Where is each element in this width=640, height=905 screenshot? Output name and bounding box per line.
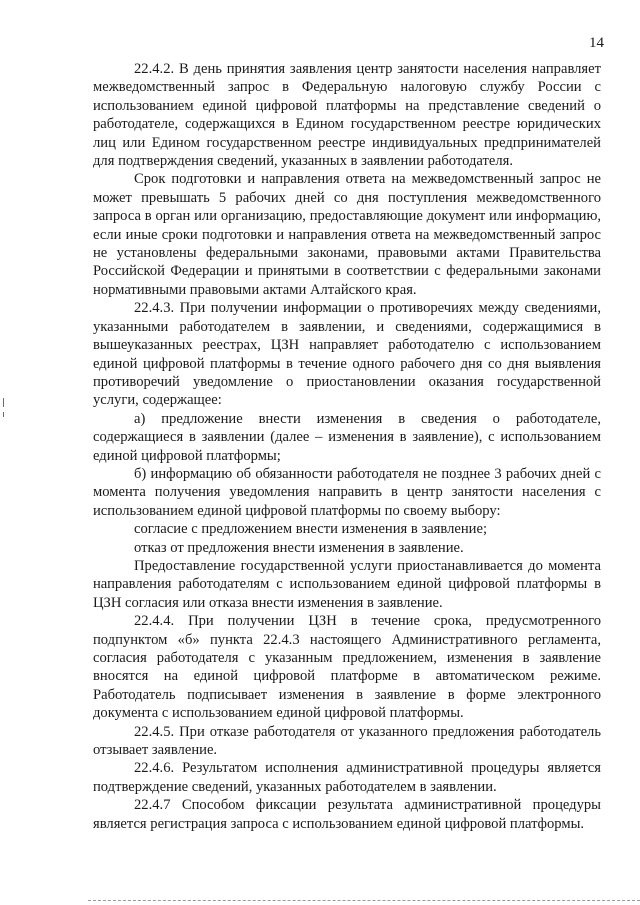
paragraph-22-4-2: 22.4.2. В день принятия заявления центр занятости населения направляет межведомственный запрос в Федеральную налоговую службу России с использованием единой цифровой платформы на представление сведений о работодателе, содержащихся в Едином государственном реестре юридических лиц или Едином государственном реестре индивидуальных предпринимателей для подтверждения сведений, указанных в заявлении работодателя. — [93, 61, 601, 170]
paragraph-22-4-5: 22.4.5. При отказе работодателя от указанного предложения работодатель отзывает заявление. — [93, 723, 601, 759]
paragraph-22-4-3: 22.4.3. При получении информации о противоречиях между сведениями, указанными работодателем в заявлении, и сведениями, содержащимися в вышеуказанных реестрах, ЦЗН направляет работодателю с использованием единой цифровой платформы в течение одного рабочего дня со дня выявления противоречий уведомление о приостановлении оказания государственной услуги, содержащее: — [93, 300, 601, 409]
margin-scan-mark — [3, 398, 4, 407]
list-item-a: а) предложение внести изменения в сведения о работодателе, содержащиеся в заявлении (далее – изменения в заявление), с использованием единой цифровой платформы; — [93, 410, 601, 464]
paragraph-22-4-4: 22.4.4. При получении ЦЗН в течение срока, предусмотренного подпунктом «б» пункта 22.4.3 настоящего Административного регламента, согласия работодателя с указанным предложением, изменения в заявление вносятся на единой цифровой платформе в автоматическом режиме. Работодатель подписывает изменения в заявление в форме электронного документа с использованием единой цифровой платформы. — [93, 613, 601, 722]
paragraph-22-4-7: 22.4.7 Способом фиксации результата административной процедуры является регистрация запроса с использованием единой цифровой платформы. — [93, 797, 601, 832]
option-refusal: отказ от предложения внести изменения в заявление. — [134, 539, 464, 556]
paragraph-response-deadline: Срок подготовки и направления ответа на межведомственный запрос не может превышать 5 рабочих дней со дня поступления межведомственного запроса в орган или организацию, предоставляющие документ или информацию, если иные сроки подготовки и направления ответа на межведомственный запрос не установлены федеральными законами, правовыми актами Правительства Российской Федерации и принятыми в соответствии с федеральными законами нормативными правовыми актами Алтайского края. — [93, 171, 601, 298]
option-consent: согласие с предложением внести изменения в заявление; — [134, 521, 488, 538]
margin-scan-mark — [3, 412, 4, 417]
paragraph-suspension: Предоставление государственной услуги приостанавливается до момента направления работодателям с использованием единой цифровой платформы в ЦЗН согласия или отказа внести изменения в заявление. — [93, 557, 601, 611]
scan-edge-line — [88, 900, 640, 901]
list-item-b: б) информацию об обязанности работодателя не позднее 3 рабочих дней с момента получения уведомления направить в центр занятости населения с использованием единой цифровой платформы по своему выбору: — [93, 465, 601, 519]
paragraph-22-4-6: 22.4.6. Результатом исполнения административной процедуры является подтверждение сведений, указанных работодателем в заявлении. — [93, 760, 601, 795]
document-body — [93, 60, 601, 833]
page-number: 14 — [589, 35, 604, 51]
